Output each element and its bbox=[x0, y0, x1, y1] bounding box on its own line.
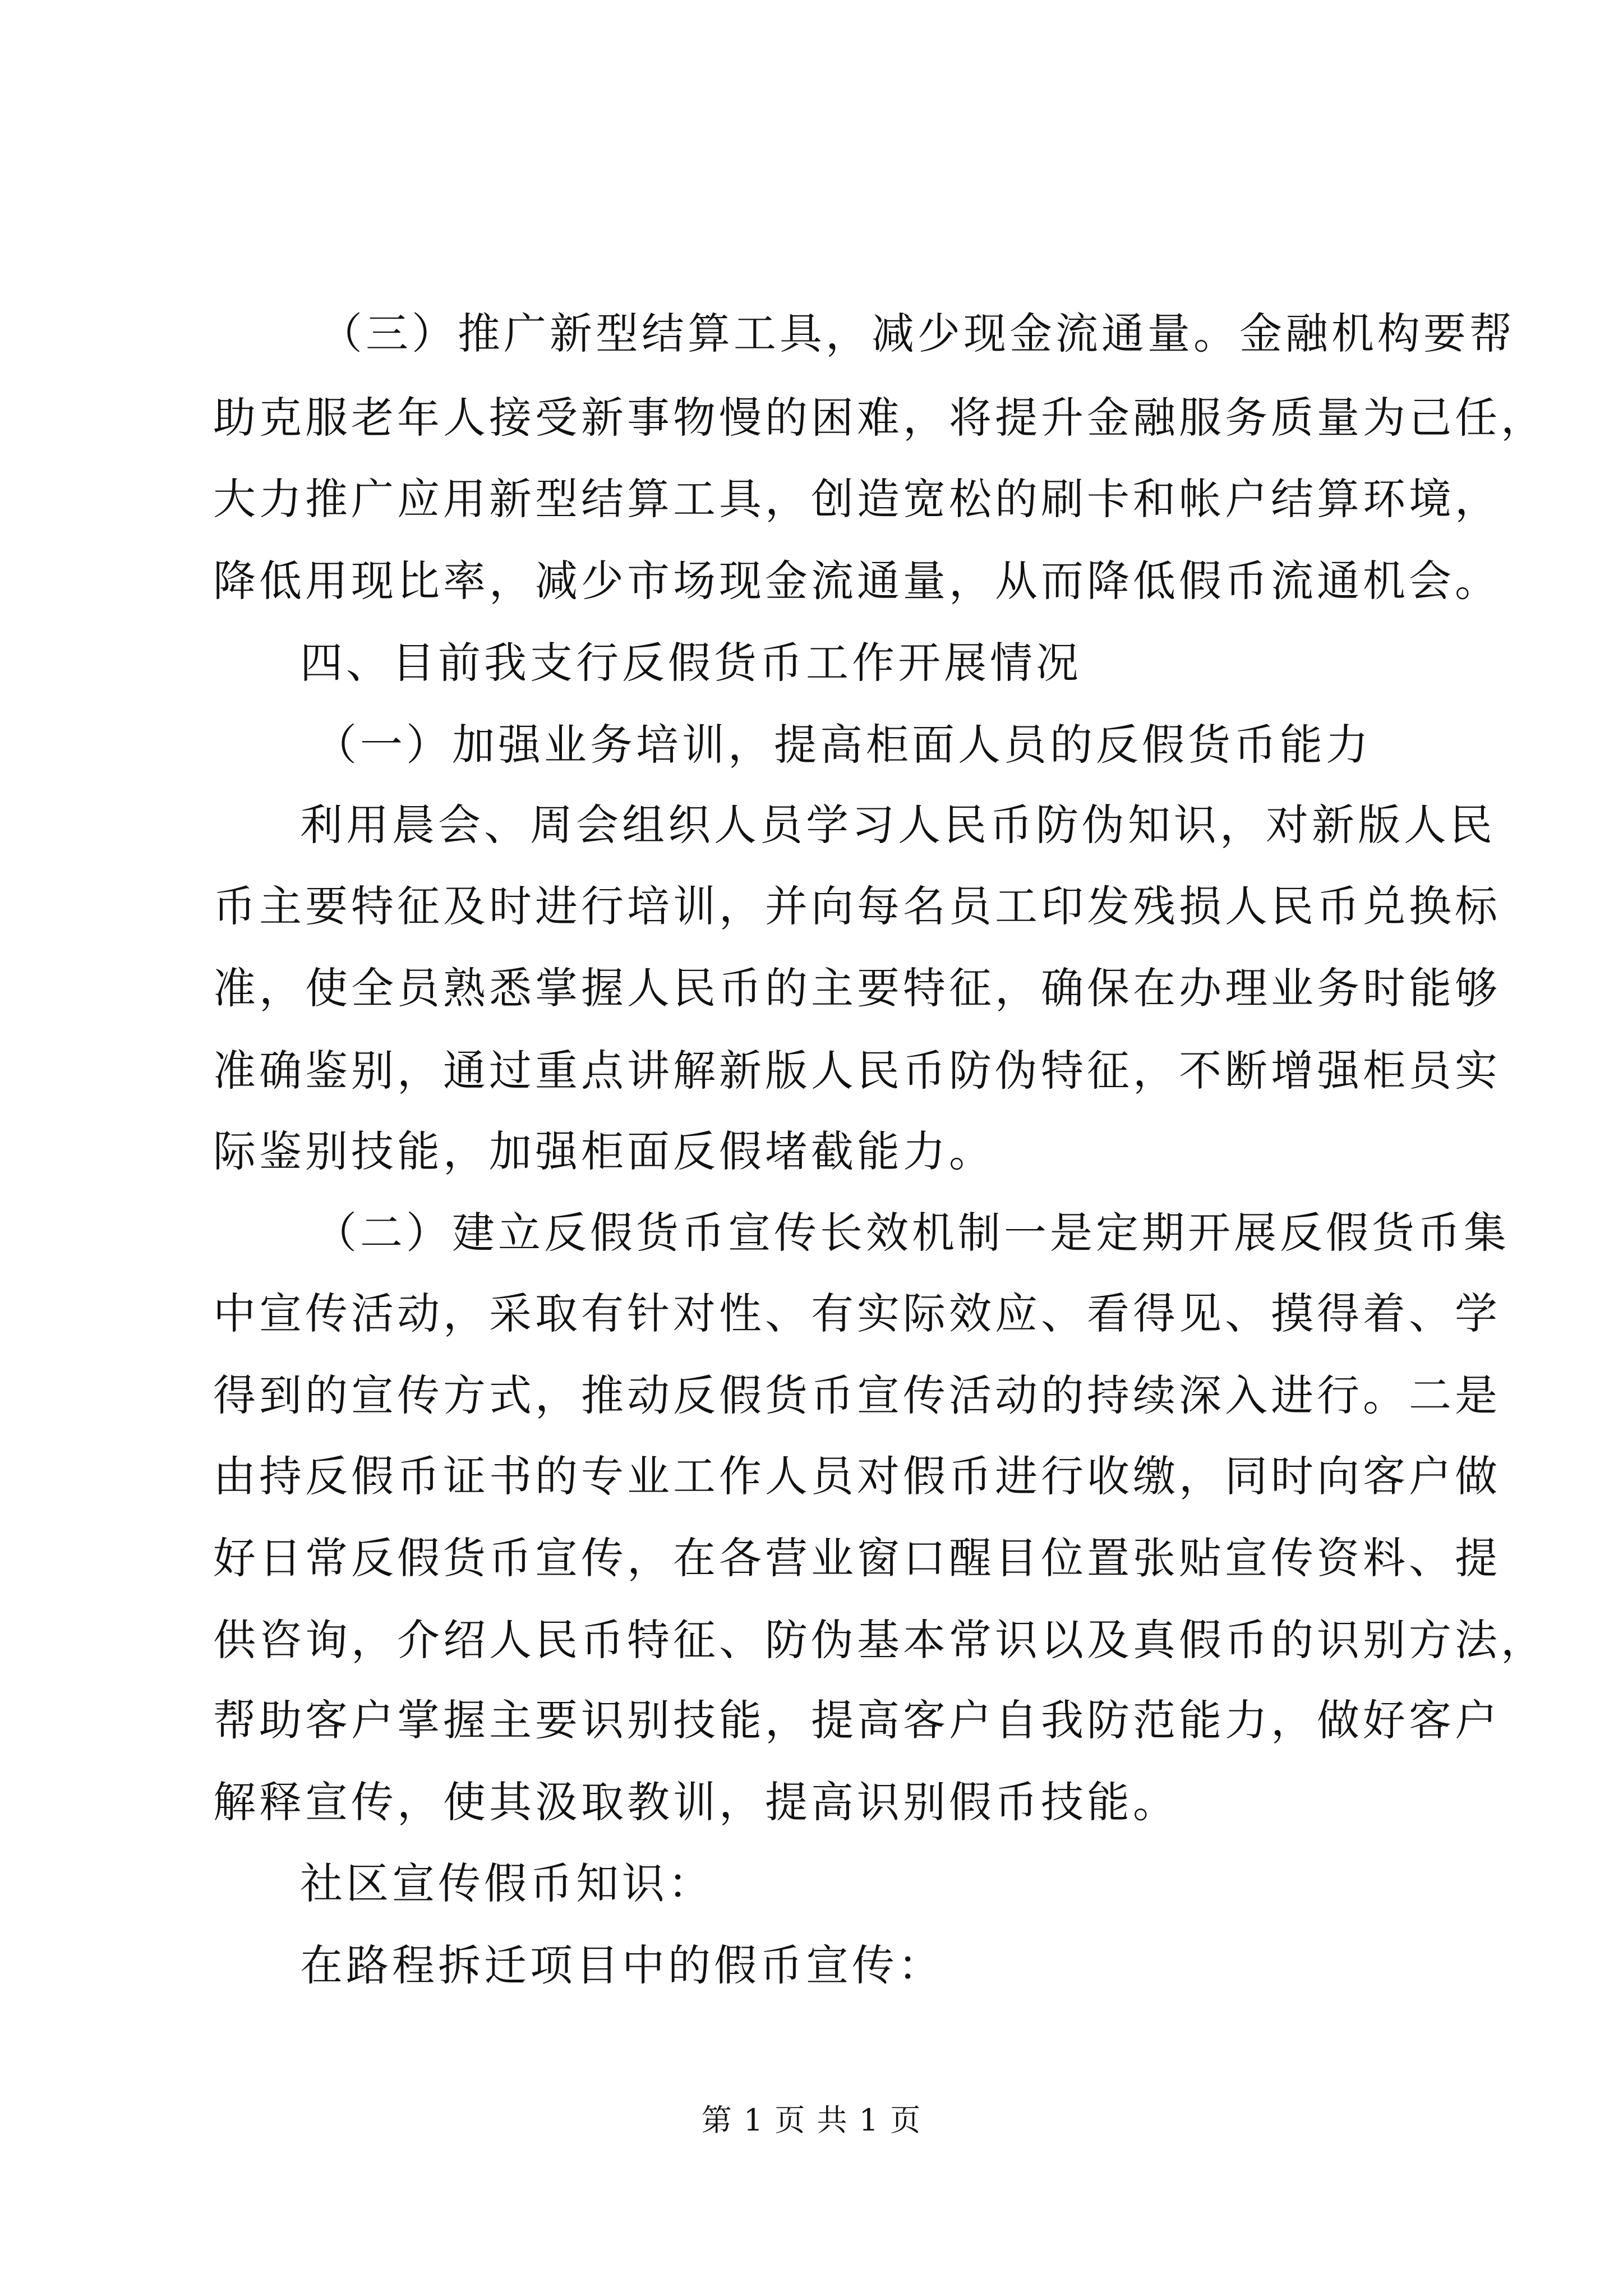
paragraph-line-4: 降低用现比率，减少市场现金流通量，从而降低假币流通机会。 bbox=[213, 556, 1501, 606]
paragraph-line-8: 币主要特征及时进行培训，并向每名员工印发残损人民币兑换标 bbox=[213, 881, 1501, 931]
project-heading: 在路程拆迁项目中的假币宣传： bbox=[300, 1940, 944, 1990]
paragraph-line-14: 得到的宣传方式，推动反假货币宣传活动的持续深入进行。二是 bbox=[213, 1370, 1501, 1420]
paragraph-line-2: 助克服老年人接受新事物慢的困难，将提升金融服务质量为己任， bbox=[213, 393, 1547, 443]
paragraph-line-13: 中宣传活动，采取有针对性、有实际效应、看得见、摸得着、学 bbox=[213, 1289, 1501, 1338]
paragraph-line-10: 准确鉴别，通过重点讲解新版人民币防伪特征，不断增强柜员实 bbox=[213, 1046, 1501, 1096]
subsection-heading-1: （一）加强业务培训，提高柜面人员的反假货币能力 bbox=[314, 720, 1372, 770]
paragraph-line-15: 由持反假币证书的专业工作人员对假币进行收缴，同时向客户做 bbox=[213, 1451, 1501, 1501]
paragraph-line-1: （三）推广新型结算工具，减少现金流通量。金融机构要帮 bbox=[320, 309, 1515, 358]
community-heading: 社区宣传假币知识： bbox=[300, 1858, 714, 1908]
paragraph-line-17: 供咨询，介绍人民币特征、防伪基本常识以及真假币的识别方法， bbox=[213, 1615, 1547, 1665]
paragraph-line-9: 准，使全员熟悉掌握人民币的主要特征，确保在办理业务时能够 bbox=[213, 963, 1501, 1013]
page-footer: 第 1 页 共 1 页 bbox=[701, 2102, 922, 2138]
paragraph-line-3: 大力推广应用新型结算工具，创造宽松的刷卡和帐户结算环境， bbox=[213, 474, 1501, 524]
paragraph-line-11: 际鉴别技能，加强柜面反假堵截能力。 bbox=[213, 1126, 995, 1176]
section-heading: 四、目前我支行反假货币工作开展情况 bbox=[300, 638, 1082, 688]
paragraph-line-19: 解释宣传，使其汲取教训，提高识别假币技能。 bbox=[213, 1777, 1179, 1827]
paragraph-line-7: 利用晨会、周会组织人员学习人民币防伪知识，对新版人民 bbox=[300, 800, 1496, 850]
subsection-heading-2: （二）建立反假货币宣传长效机制一是定期开展反假货币集 bbox=[314, 1208, 1510, 1258]
paragraph-line-16: 好日常反假货币宣传，在各营业窗口醒目位置张贴宣传资料、提 bbox=[213, 1533, 1501, 1583]
paragraph-line-18: 帮助客户掌握主要识别技能，提高客户自我防范能力，做好客户 bbox=[213, 1695, 1501, 1745]
